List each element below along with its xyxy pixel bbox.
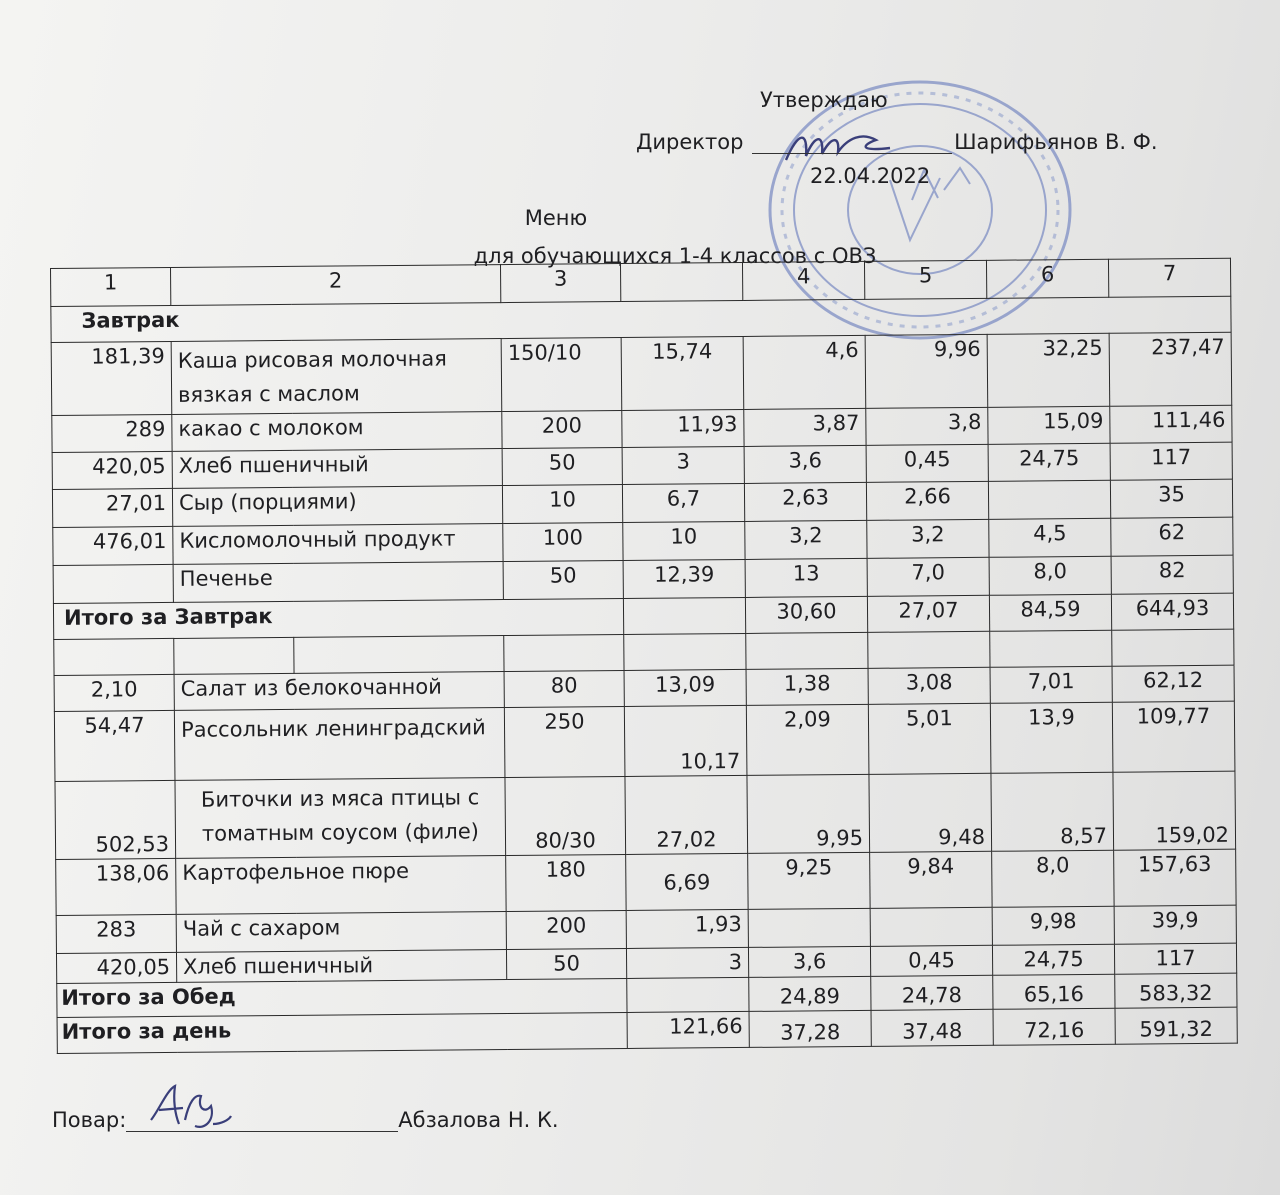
column-header: 6	[986, 259, 1108, 298]
dish-cell: Хлеб пшеничный	[176, 950, 506, 983]
signature-line	[126, 1109, 398, 1132]
value-cell: 3,6	[748, 946, 870, 977]
total-value: 644,93	[1111, 593, 1233, 630]
value-cell: 150/10	[501, 338, 622, 412]
code-cell: 289	[52, 414, 172, 452]
cook-name: Абзалова Н. К.	[398, 1108, 559, 1132]
total-value: 121,66	[627, 1011, 749, 1048]
approval-label: Утверждаю	[760, 88, 888, 112]
value-cell: 24,75	[992, 944, 1114, 975]
column-header: 4	[742, 261, 864, 300]
column-header: 3	[500, 264, 620, 303]
dish-cell: какао с молоком	[172, 412, 502, 452]
value-cell: 8,0	[989, 556, 1111, 595]
value-cell: 3,87	[744, 408, 866, 446]
value-cell: 62	[1111, 517, 1233, 556]
value-cell: 3,6	[744, 445, 866, 483]
column-header: 7	[1108, 258, 1230, 297]
code-cell: 420,05	[52, 451, 172, 489]
value-cell: 13,09	[624, 669, 746, 706]
column-header: 5	[864, 260, 986, 299]
value-cell: 3	[626, 947, 748, 978]
dish-cell: Биточки из мяса птицы с томатным соусом (филе)	[175, 778, 506, 859]
table-row	[51, 332, 1232, 415]
value-cell: 13	[745, 558, 867, 597]
dish-cell: Хлеб пшеничный	[172, 449, 502, 489]
table-row	[55, 771, 1236, 859]
value-cell: 12,39	[623, 559, 745, 598]
value-cell: 200	[502, 411, 622, 449]
page-subtitle: для обучающихся 1-4 классов с ОВЗ	[473, 244, 877, 268]
value-cell: 50	[506, 948, 626, 979]
value-cell: 0,45	[870, 945, 992, 976]
dish-cell: Каша рисовая молочная вязкая с маслом	[171, 339, 502, 415]
code-cell: 502,53	[55, 780, 176, 859]
value-cell: 35	[1110, 479, 1232, 518]
value-cell: 4,5	[989, 518, 1111, 557]
value-cell: 39,9	[1114, 905, 1236, 944]
value-cell: 3	[622, 446, 744, 484]
signature-line	[752, 131, 952, 154]
menu-table	[50, 258, 1238, 1054]
value-cell: 5,01	[868, 703, 991, 774]
total-value: 65,16	[993, 974, 1115, 1009]
director-name: Шарифьянов В. Ф.	[954, 130, 1158, 154]
value-cell: 180	[506, 854, 626, 911]
value-cell: 111,46	[1110, 405, 1232, 443]
approval-date: 22.04.2022	[810, 164, 931, 188]
value-cell	[988, 480, 1110, 519]
value-cell: 200	[506, 910, 626, 949]
value-cell: 24,75	[988, 443, 1110, 481]
value-cell: 2,66	[866, 481, 988, 520]
dish-cell: Сыр (порциями)	[172, 486, 502, 527]
total-value: 27,07	[867, 595, 989, 632]
total-value: 72,16	[993, 1008, 1115, 1045]
value-cell	[748, 908, 870, 947]
dish-cell: Салат из белокочанной	[174, 672, 504, 711]
value-cell: 4,6	[743, 335, 866, 409]
value-cell: 250	[504, 707, 625, 778]
value-cell: 2,63	[744, 482, 866, 521]
code-cell: 138,06	[56, 858, 176, 915]
total-label: Итого за день	[57, 1012, 627, 1053]
page-title: Меню	[524, 206, 588, 230]
cook-line	[52, 1108, 559, 1132]
value-cell: 117	[1110, 442, 1232, 480]
table-row	[56, 849, 1236, 915]
value-cell: 13,9	[990, 702, 1113, 773]
value-cell: 7,01	[990, 666, 1112, 703]
value-cell: 32,25	[987, 333, 1110, 407]
value-cell: 9,48	[869, 773, 992, 852]
code-cell: 54,47	[54, 710, 175, 781]
code-cell: 2,10	[54, 674, 174, 711]
dish-cell: Рассольник ленинградский	[174, 708, 505, 781]
value-cell: 82	[1111, 555, 1233, 594]
section-breakfast: Завтрак	[51, 296, 1231, 342]
value-cell: 9,96	[865, 334, 988, 408]
column-header	[620, 262, 742, 301]
total-label: Итого за Обед	[57, 978, 627, 1017]
value-cell: 9,98	[992, 906, 1114, 945]
value-cell	[870, 907, 992, 946]
dish-cell: Картофельное пюре	[176, 856, 506, 915]
value-cell: 80	[504, 671, 624, 708]
column-header: 2	[170, 265, 500, 306]
total-value: 591,32	[1115, 1007, 1237, 1044]
value-cell: 10	[623, 521, 745, 560]
director-label: Директор	[636, 130, 744, 154]
value-cell: 7,0	[867, 557, 989, 596]
column-header: 1	[51, 267, 171, 306]
value-cell: 100	[503, 523, 623, 562]
value-cell: 3,08	[868, 667, 990, 704]
director-line	[636, 130, 1158, 154]
dish-cell: Кисломолочный продукт	[173, 524, 503, 565]
value-cell: 159,02	[1113, 771, 1236, 850]
total-label: Итого за Завтрак	[53, 599, 623, 640]
value-cell: 3,2	[867, 519, 989, 558]
code-cell	[53, 564, 173, 603]
value-cell: 2,09	[746, 704, 869, 775]
total-value	[627, 977, 749, 1012]
value-cell: 6,69	[626, 853, 748, 910]
value-cell: 10	[502, 485, 622, 524]
value-cell: 15,09	[988, 406, 1110, 444]
cook-label: Повар:	[52, 1108, 127, 1132]
value-cell: 9,84	[870, 851, 992, 908]
total-value	[623, 597, 745, 634]
value-cell: 157,63	[1114, 849, 1236, 906]
total-value: 84,59	[989, 594, 1111, 631]
code-cell: 181,39	[51, 341, 172, 415]
code-cell: 476,01	[53, 526, 173, 565]
value-cell: 3,2	[745, 520, 867, 559]
value-cell: 62,12	[1112, 665, 1234, 702]
total-value: 37,28	[749, 1010, 871, 1047]
value-cell: 9,95	[747, 774, 870, 853]
value-cell: 50	[502, 448, 622, 486]
value-cell: 3,8	[866, 407, 988, 445]
value-cell: 11,93	[622, 409, 744, 447]
value-cell: 237,47	[1109, 332, 1232, 406]
value-cell: 27,02	[625, 775, 748, 854]
total-value: 37,48	[871, 1009, 993, 1046]
total-value: 24,78	[871, 975, 993, 1010]
value-cell: 6,7	[622, 483, 744, 522]
value-cell: 15,74	[621, 336, 744, 410]
table-row	[54, 701, 1235, 781]
value-cell: 9,25	[748, 852, 870, 909]
code-cell: 283	[56, 914, 176, 953]
dish-cell: Печенье	[173, 562, 503, 603]
value-cell: 8,0	[992, 850, 1114, 907]
code-cell: 27,01	[52, 488, 172, 527]
value-cell: 1,93	[626, 909, 748, 948]
total-value: 583,32	[1115, 973, 1237, 1008]
value-cell: 109,77	[1112, 701, 1235, 772]
value-cell: 80/30	[505, 777, 626, 856]
dish-cell: Чай с сахаром	[176, 912, 506, 953]
total-value: 24,89	[749, 976, 871, 1011]
value-cell: 10,17	[624, 705, 747, 776]
total-value: 30,60	[745, 596, 867, 633]
value-cell: 0,45	[866, 444, 988, 482]
value-cell: 117	[1114, 943, 1236, 974]
value-cell: 8,57	[991, 772, 1114, 851]
value-cell: 50	[503, 561, 623, 600]
code-cell: 420,05	[56, 952, 176, 983]
value-cell: 1,38	[746, 668, 868, 705]
